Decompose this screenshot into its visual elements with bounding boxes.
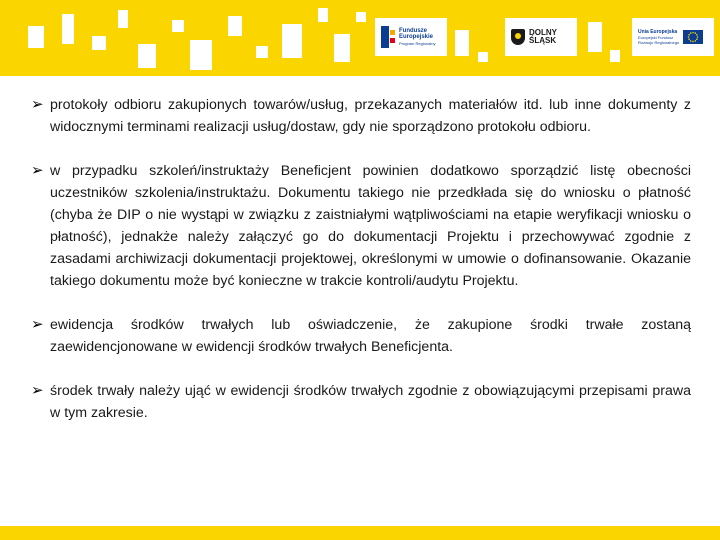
arrow-bullet-icon: ➢	[31, 316, 44, 333]
list-item	[31, 160, 691, 292]
decor-square	[62, 14, 74, 44]
decor-square	[190, 40, 212, 70]
decor-square	[118, 10, 128, 28]
fundusze-europejskie-logo	[375, 18, 447, 56]
decor-square	[282, 24, 302, 58]
logo-fe-line1: Fundusze	[399, 28, 427, 34]
decor-square	[478, 52, 488, 62]
list-item	[31, 380, 691, 424]
logo-ue-line1: Unia Europejska	[638, 28, 678, 35]
decor-square	[138, 44, 156, 68]
list-item	[31, 94, 691, 138]
list-item-text: środek trwały należy ująć w ewidencji środków trwałych zgodnie z obowiązującymi przepisami prawa w tym zakresie.	[50, 383, 691, 421]
header-band	[0, 0, 720, 76]
dolny-slask-crest-icon	[511, 29, 525, 45]
logo-fe-line2: Europejskie	[399, 34, 434, 40]
unia-europejska-logo	[632, 18, 714, 56]
decor-square	[610, 50, 620, 62]
logo-fe-line3: Program Regionalny	[399, 41, 436, 46]
list-item-text: w przypadku szkoleń/instruktaży Beneficjent powinien dodatkowo sporządzić listę obecności uczestników szkolenia/instruktażu. Dokumentu takiego nie przedkłada się do wniosku o płatność (chyba że DIP o nie wystąpi w związku z zaistniałymi wątpliwościami na etapie weryfikacji wniosku o płatność), jednakże należy załączyć go do dokumentacji Projektu i przechowywać zgodnie z zasadami archiwizacji dokumentacji projektowej, określonymi w umowie o dofinansowanie. Okazanie takiego dokumentu może być konieczne w trakcie kontroli/audytu Projektu.	[50, 163, 691, 289]
bullet-list	[31, 94, 691, 446]
list-item-text: ewidencja środków trwałych lub oświadczenie, że zakupione środki trwałe zostaną zaewidencjonowane w ewidencji środków trwałych Beneficjenta.	[50, 317, 691, 355]
arrow-bullet-icon: ➢	[31, 382, 44, 399]
fundusze-europejskie-mark-icon	[381, 26, 395, 48]
decor-square	[318, 8, 328, 22]
decor-square	[228, 16, 242, 36]
decor-square	[92, 36, 106, 50]
decor-square	[455, 30, 469, 56]
arrow-bullet-icon: ➢	[31, 96, 44, 113]
footer-band	[0, 526, 720, 540]
logo-ue-line3: Rozwoju Regionalnego	[638, 39, 680, 45]
decor-square	[256, 46, 268, 58]
logo-ds-line1: DOLNY	[529, 28, 557, 37]
decor-square	[334, 34, 350, 62]
decor-square	[28, 26, 44, 48]
decor-square	[356, 12, 366, 22]
logo-ue-line2: Europejski Fundusz	[638, 34, 674, 40]
arrow-bullet-icon: ➢	[31, 162, 44, 179]
decor-square	[588, 22, 602, 52]
list-item-text: protokoły odbioru zakupionych towarów/usług, przekazanych materiałów itd. lub inne dokumenty z widocznymi terminami realizacji usług/dostaw, gdy nie sporządzono protokołu odbioru.	[50, 97, 691, 135]
dolny-slask-logo	[505, 18, 577, 56]
eu-flag-icon	[683, 30, 703, 44]
logo-ds-line2: ŚLĄSK	[529, 36, 557, 45]
decor-square	[172, 20, 184, 32]
list-item	[31, 314, 691, 358]
